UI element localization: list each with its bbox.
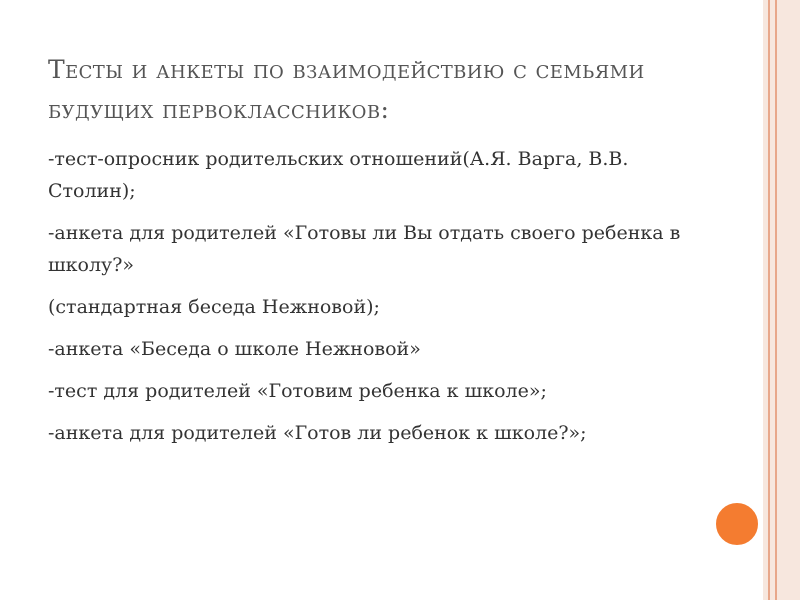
slide-title: Тесты и анкеты по взаимодействию с семьями будущих первоклассников:: [48, 55, 645, 124]
list-item: (стандартная беседа Нежновой);: [48, 296, 380, 318]
list-item: -тест-опросник родительских отношений(А.Я. Варга, В.В. Столин);: [48, 148, 629, 202]
slide-content: [48, 143, 698, 459]
list-item: -анкета «Беседа о школе Нежновой»: [48, 338, 421, 360]
decorative-stripe: [775, 0, 777, 600]
decorative-stripe: [768, 0, 770, 600]
list-item: -анкета для родителей «Готов ли ребенок к школе?»;: [48, 422, 587, 444]
list-item: -анкета для родителей «Готовы ли Вы отдать своего ребенка в школу?»: [48, 222, 681, 276]
list-item: -тест для родителей «Готовим ребенка к школе»;: [48, 380, 547, 402]
decorative-circle: [713, 500, 761, 548]
